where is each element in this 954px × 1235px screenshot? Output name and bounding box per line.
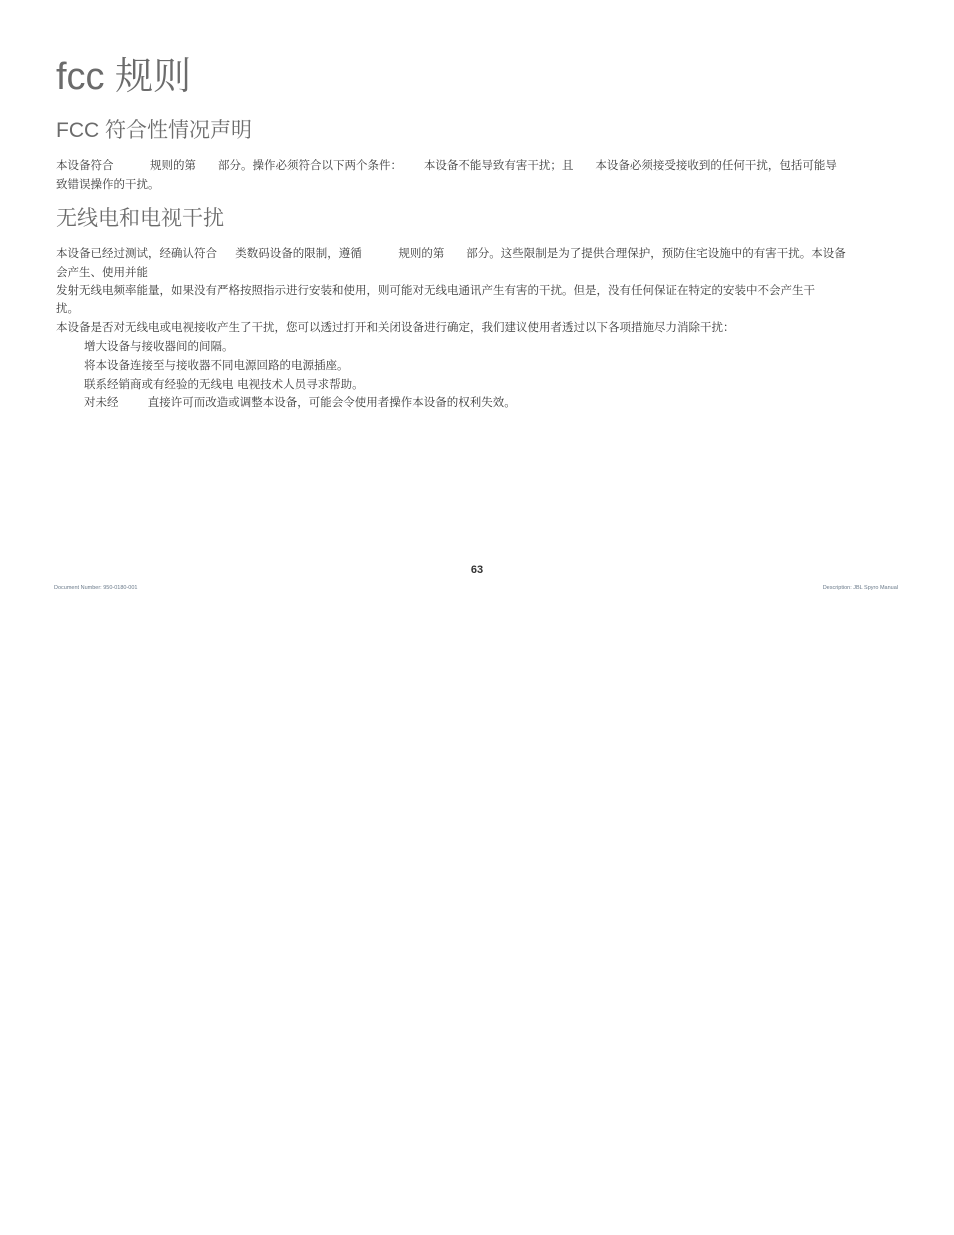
compliance-heading: FCC 符合性情况声明 bbox=[56, 119, 252, 142]
compliance-line-1: 本设备符合 规则的第 部分。操作必须符合以下两个条件： 本设备不能导致有害干扰；且 本设备必须接受接收到的任何干扰，包括可能导 bbox=[56, 158, 837, 172]
radio-tv-line-3: 发射无线电频率能量，如果没有严格按照指示进行安装和使用，则可能对无线电通讯产生有害的干扰。但是，没有任何保证在特定的安装中不会产生干 bbox=[56, 283, 815, 297]
radio-tv-line-5: 本设备是否对无线电或电视接收产生了干扰，您可以透过打开和关闭设备进行确定，我们建议使用者透过以下各项措施尽力消除干扰： bbox=[56, 320, 735, 334]
measure-item-3: 联系经销商或有经验的无线电 电视技术人员寻求帮助。 bbox=[84, 377, 364, 391]
measure-item-2: 将本设备连接至与接收器不同电源回路的电源插座。 bbox=[84, 358, 349, 372]
radio-tv-line-4: 扰。 bbox=[56, 301, 79, 315]
measure-item-1: 增大设备与接收器间的间隔。 bbox=[84, 339, 234, 353]
radio-tv-heading: 无线电和电视干扰 bbox=[56, 207, 224, 230]
compliance-line-2: 致错误操作的干扰。 bbox=[56, 177, 160, 191]
radio-tv-line-1: 本设备已经过测试，经确认符合 类数码设备的限制，遵循 规则的第 部分。这些限制是为了提供合理保护，预防住宅设施中的有害干扰。本设备 bbox=[56, 246, 846, 260]
document-number: Document Number: 950-0180-001 bbox=[54, 585, 138, 591]
radio-tv-line-2: 会产生、使用并能 bbox=[56, 265, 148, 279]
page-title: fcc 规则 bbox=[56, 56, 192, 98]
document-description: Description: JBL Spyro Manual bbox=[822, 585, 898, 591]
measure-item-4: 对未经 直接许可而改造或调整本设备，可能会令使用者操作本设备的权利失效。 bbox=[84, 395, 516, 409]
page-number: 63 bbox=[470, 564, 484, 576]
